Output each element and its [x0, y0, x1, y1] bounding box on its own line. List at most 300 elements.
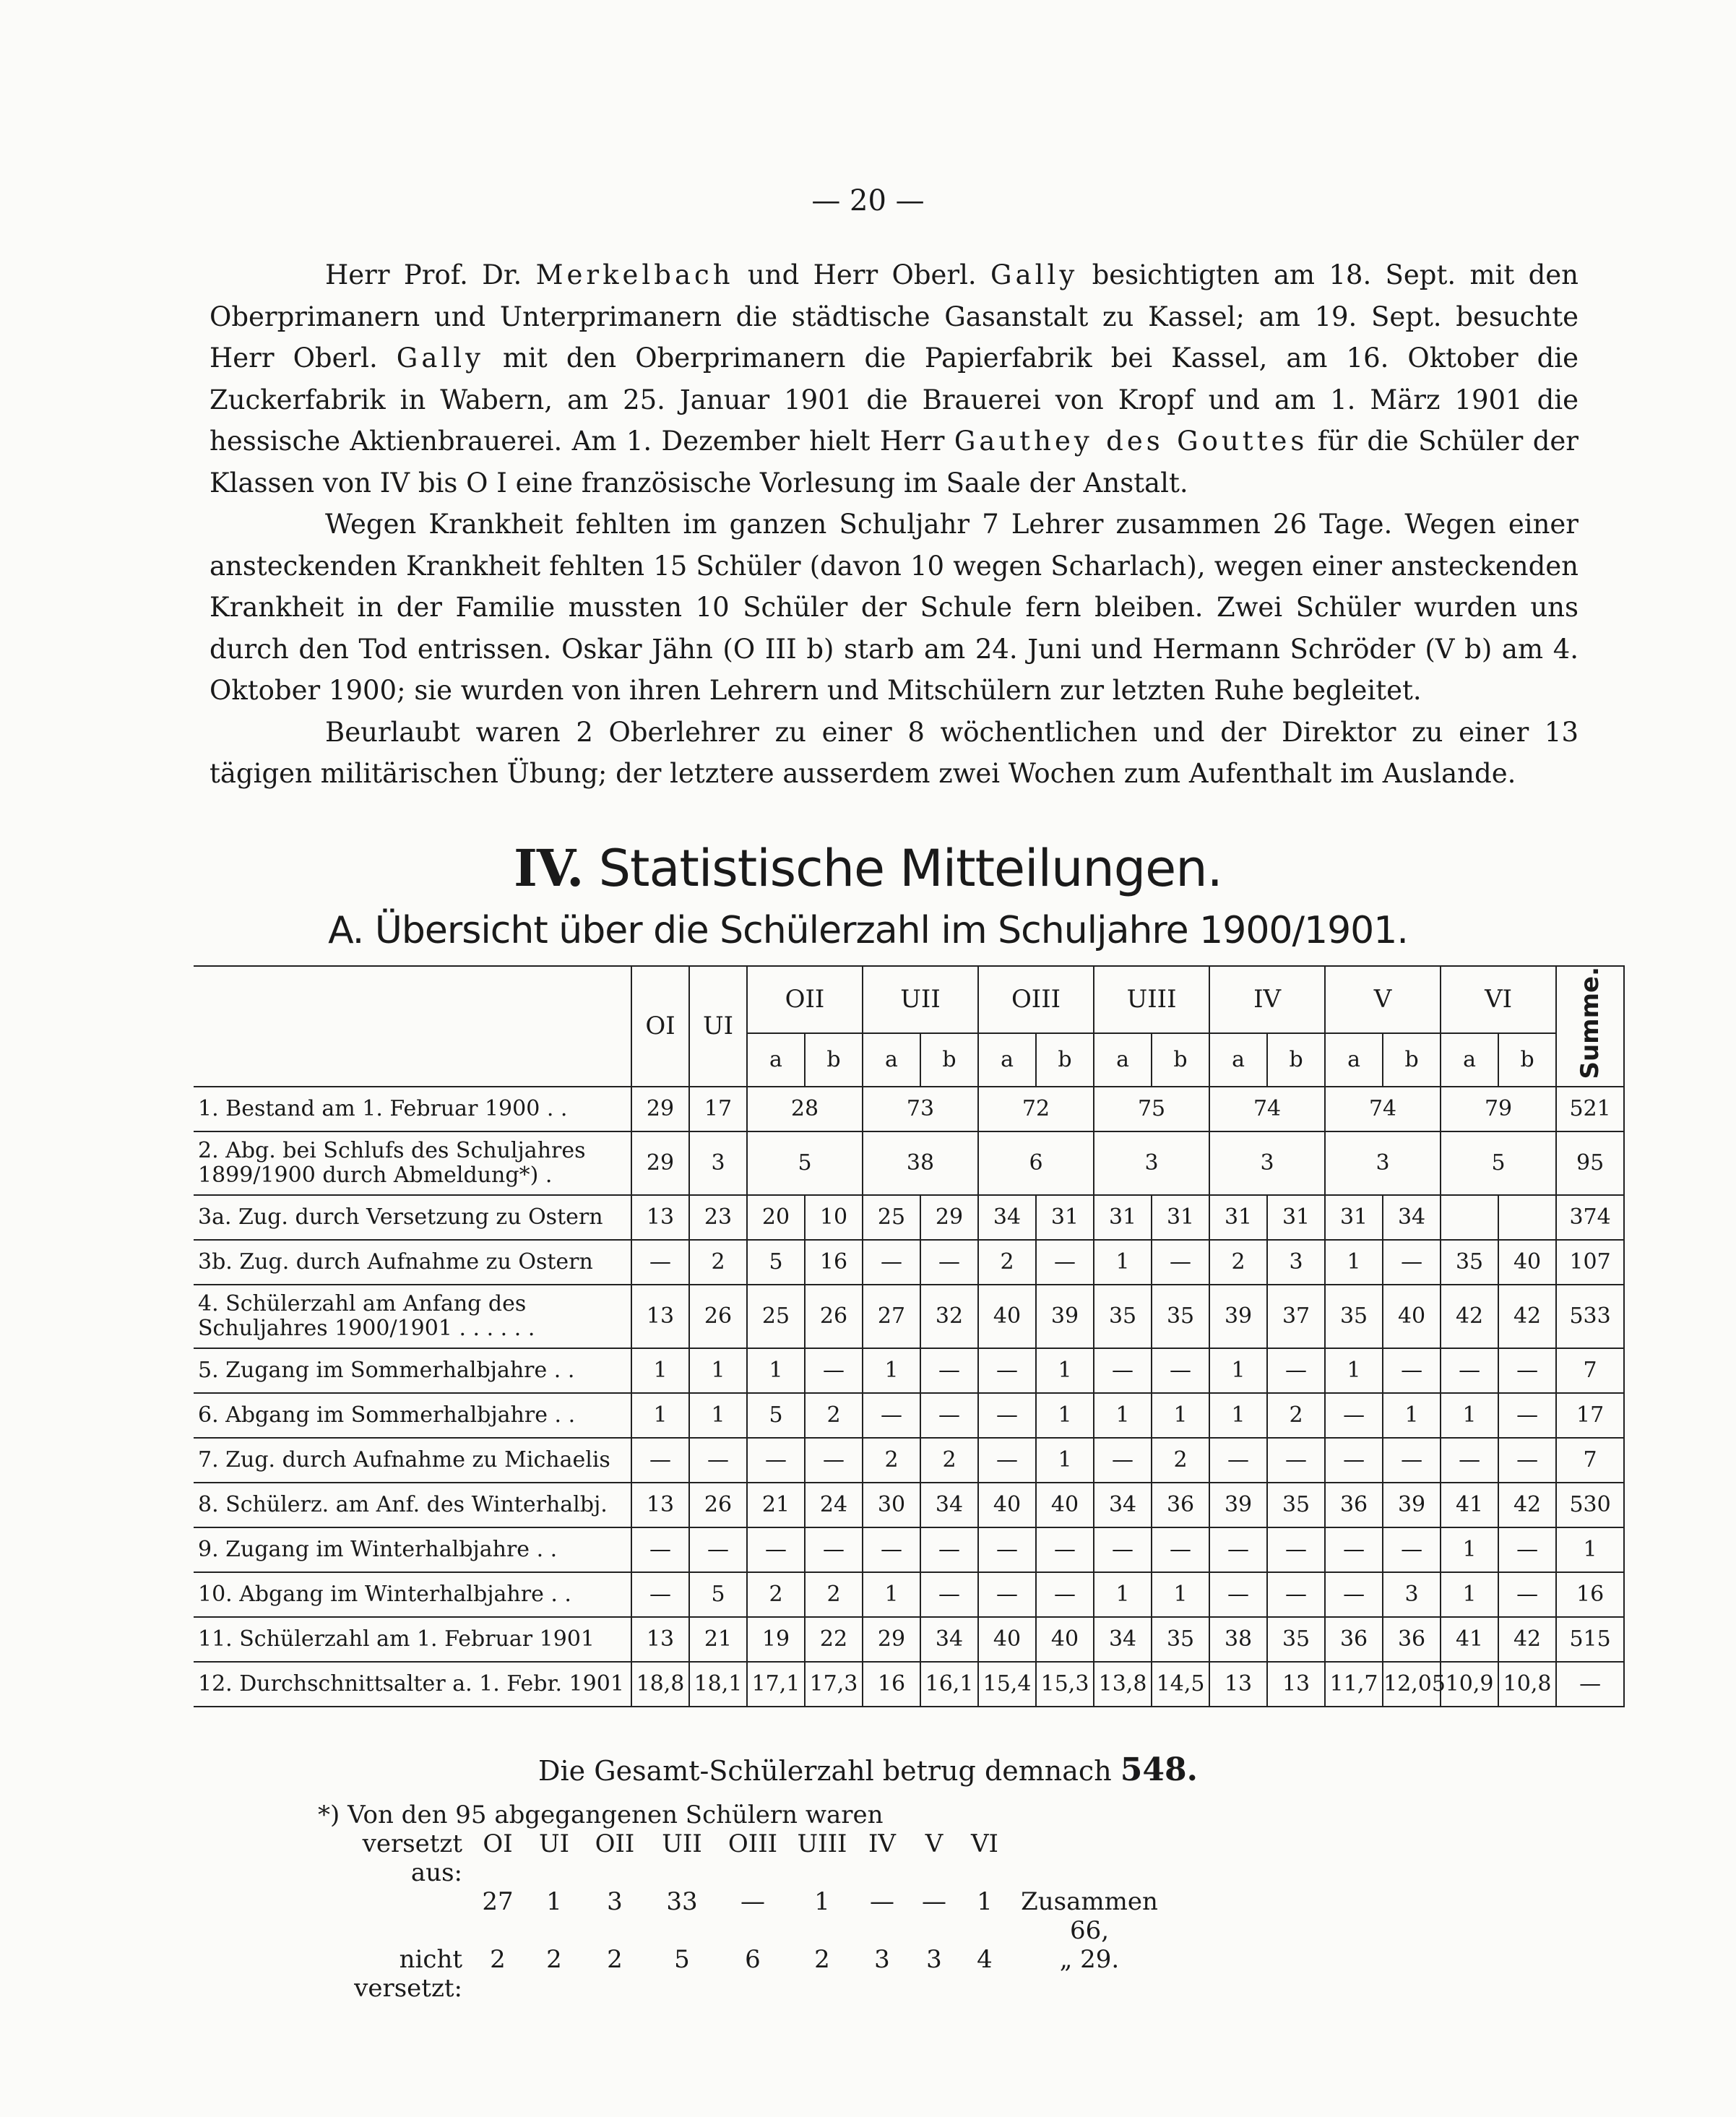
- table-cell: —: [747, 1438, 805, 1483]
- table-cell: 26: [689, 1285, 747, 1348]
- table-cell: 1: [863, 1348, 920, 1393]
- header-blank: [194, 966, 631, 1087]
- table-cell: 1: [1152, 1572, 1209, 1617]
- table-cell: 1: [631, 1348, 689, 1393]
- row-sum: 374: [1556, 1195, 1624, 1240]
- footnote-value: 2: [546, 1945, 562, 1974]
- table-cell: —: [920, 1240, 978, 1285]
- table-cell: —: [978, 1438, 1036, 1483]
- table-row: [194, 1087, 1624, 1131]
- footnote-value: 6: [745, 1945, 761, 1974]
- table-cell: 1: [1094, 1572, 1152, 1617]
- row-sum: 533: [1556, 1285, 1624, 1348]
- table-cell: 1: [1152, 1393, 1209, 1438]
- footnote-value: V: [925, 1829, 943, 1858]
- footnote-value: 1: [546, 1887, 562, 1916]
- table-cell: —: [978, 1393, 1036, 1438]
- table-cell: —: [1036, 1527, 1094, 1572]
- table-cell: 13: [1209, 1662, 1267, 1707]
- table-row: [194, 1572, 1624, 1617]
- table-cell: —: [1036, 1240, 1094, 1285]
- table-cell: —: [863, 1527, 920, 1572]
- header-sub: b: [1036, 1033, 1094, 1087]
- table-cell: 13: [631, 1617, 689, 1662]
- header-sub: b: [1152, 1033, 1209, 1087]
- statistics-table: [194, 965, 1625, 1707]
- footnote-end: [1010, 1829, 1169, 1887]
- table-cell: 18,1: [689, 1662, 747, 1707]
- table-cell: —: [863, 1393, 920, 1438]
- table-cell: 2: [805, 1393, 863, 1438]
- table-cell: 37: [1267, 1285, 1325, 1348]
- table-cell: 38: [1209, 1617, 1267, 1662]
- table-cell: 40: [1036, 1483, 1094, 1527]
- header-class: OI: [631, 966, 689, 1087]
- table-cell: —: [1498, 1348, 1556, 1393]
- table-cell: 19: [747, 1617, 805, 1662]
- table-cell: 1: [1383, 1393, 1441, 1438]
- table-cell: 42: [1498, 1285, 1556, 1348]
- table-cell: 1: [689, 1393, 747, 1438]
- table-row: [194, 1393, 1624, 1438]
- table-cell: —: [631, 1438, 689, 1483]
- footnote-label: [318, 1887, 470, 1945]
- row-label: 12. Durchschnittsalter a. 1. Febr. 1901: [194, 1662, 631, 1707]
- table-cell: —: [689, 1527, 747, 1572]
- table-cell: —: [978, 1348, 1036, 1393]
- table-cell: 11,7: [1325, 1662, 1383, 1707]
- table-row: [194, 1438, 1624, 1483]
- table-cell: 32: [920, 1285, 978, 1348]
- table-cell: —: [1209, 1527, 1267, 1572]
- header-sub: b: [805, 1033, 863, 1087]
- table-cell: —: [1094, 1438, 1152, 1483]
- header-sub: a: [978, 1033, 1036, 1087]
- table-cell: 35: [1152, 1617, 1209, 1662]
- table-cell: —: [1325, 1438, 1383, 1483]
- table-row: [194, 1617, 1624, 1662]
- table-cell: 5: [1441, 1131, 1556, 1195]
- header-sub: b: [1498, 1033, 1556, 1087]
- header-sub: b: [1383, 1033, 1441, 1087]
- table-cell: [1441, 1195, 1498, 1240]
- table-cell: 3: [1094, 1131, 1209, 1195]
- table-cell: 1: [747, 1348, 805, 1393]
- table-cell: 31: [1209, 1195, 1267, 1240]
- table-cell: —: [920, 1572, 978, 1617]
- footnote-value: —: [922, 1887, 946, 1916]
- table-cell: 16: [805, 1240, 863, 1285]
- table-cell: 5: [747, 1240, 805, 1285]
- row-sum: 16: [1556, 1572, 1624, 1617]
- paragraph-1: Herr Prof. Dr. Merkelbach und Herr Oberl. Gally besichtigten am 18. Sept. mit den Oberprimanern und Unterprimanern die städtische Gasanstalt zu Kassel; am 19. Sept. besuchte Herr Oberl. Gally mit den Oberprimanern die Papierfabrik bei Kassel, am 16. Oktober die Zuckerfabrik in Wabern, am 25. Januar 1901 die Brauerei von Kropf und am 1. März 1901 die hessische Aktienbrauerei. Am 1. Dezember hielt Herr Gauthey des Gouttes für die Schüler der Klassen von IV bis O I eine französische Vorlesung im Saale der Anstalt.: [210, 259, 1579, 499]
- row-label: 1. Bestand am 1. Februar 1900 . .: [194, 1087, 631, 1131]
- table-cell: 35: [1267, 1483, 1325, 1527]
- table-cell: —: [1209, 1438, 1267, 1483]
- footnote-value: 27: [482, 1887, 514, 1916]
- body-text: [210, 254, 1579, 795]
- footnote-value: OI: [483, 1829, 513, 1858]
- table-cell: —: [1152, 1527, 1209, 1572]
- footnote-value: UI: [538, 1829, 570, 1858]
- table-cell: 31: [1152, 1195, 1209, 1240]
- table-cell: 35: [1152, 1285, 1209, 1348]
- table-cell: 39: [1383, 1483, 1441, 1527]
- table-cell: 41: [1441, 1617, 1498, 1662]
- table-cell: —: [1383, 1527, 1441, 1572]
- statistics-table-body: [194, 1087, 1624, 1707]
- table-cell: 40: [978, 1483, 1036, 1527]
- table-cell: —: [1094, 1348, 1152, 1393]
- table-cell: 1: [1036, 1393, 1094, 1438]
- header-class: IV: [1209, 966, 1325, 1033]
- table-cell: 21: [747, 1483, 805, 1527]
- table-row: [194, 1527, 1624, 1572]
- footnote-value: OIII: [727, 1829, 778, 1858]
- table-cell: 6: [978, 1131, 1094, 1195]
- footnote-value: IV: [868, 1829, 896, 1858]
- table-row: [194, 1131, 1624, 1195]
- table-cell: —: [689, 1438, 747, 1483]
- footnote-value: —: [740, 1887, 765, 1916]
- footnote-value: —: [870, 1887, 894, 1916]
- table-cell: 40: [1383, 1285, 1441, 1348]
- table-cell: 35: [1441, 1240, 1498, 1285]
- table-cell: —: [805, 1438, 863, 1483]
- table-cell: 17,3: [805, 1662, 863, 1707]
- table-cell: 10: [805, 1195, 863, 1240]
- table-cell: 26: [805, 1285, 863, 1348]
- statistics-table-wrap: [194, 965, 1611, 1707]
- header-class: UII: [863, 966, 978, 1033]
- table-cell: —: [1267, 1527, 1325, 1572]
- table-cell: 1: [1036, 1438, 1094, 1483]
- table-cell: —: [631, 1240, 689, 1285]
- header-class: V: [1325, 966, 1441, 1033]
- table-cell: 3: [1383, 1572, 1441, 1617]
- paragraph-3: Beurlaubt waren 2 Oberlehrer zu einer 8 wöchentlichen und der Direktor zu einer 13 tägigen militärischen Übung; der letztere ausserdem zwei Wochen zum Aufenthalt im Auslande.: [210, 716, 1579, 789]
- header-sub: a: [1325, 1033, 1383, 1087]
- paragraph-2: Wegen Krankheit fehlten im ganzen Schuljahr 7 Lehrer zusammen 26 Tage. Wegen einer ansteckenden Krankheit fehlten 15 Schüler (davon 10 wegen Scharlach), wegen einer ansteckenden Krankheit in der Familie mussten 10 Schüler der Schule fern bleiben. Zwei Schüler wurden uns durch den Tod entrissen. Oskar Jähn (O III b) starb am 24. Juni und Hermann Schröder (V b) am 4. Oktober 1900; sie wurden von ihren Lehrern und Mitschülern zur letzten Ruhe begleitet.: [210, 509, 1579, 706]
- table-cell: 2: [863, 1438, 920, 1483]
- footnote-value: 3: [926, 1945, 942, 1974]
- table-cell: 13: [631, 1483, 689, 1527]
- table-cell: —: [747, 1527, 805, 1572]
- table-cell: 34: [978, 1195, 1036, 1240]
- table-cell: 1: [631, 1393, 689, 1438]
- table-cell: 23: [689, 1195, 747, 1240]
- table-cell: 17,1: [747, 1662, 805, 1707]
- row-label: 9. Zugang im Winterhalbjahre . .: [194, 1527, 631, 1572]
- table-cell: —: [920, 1348, 978, 1393]
- header-class: OIII: [978, 966, 1094, 1033]
- table-cell: —: [1209, 1572, 1267, 1617]
- footnote-row-counts: [318, 1887, 1169, 1945]
- row-sum: 515: [1556, 1617, 1624, 1662]
- row-label: 5. Zugang im Sommerhalbjahre . .: [194, 1348, 631, 1393]
- table-cell: 17: [689, 1087, 747, 1131]
- table-cell: 14,5: [1152, 1662, 1209, 1707]
- row-label: 10. Abgang im Winterhalbjahre . .: [194, 1572, 631, 1617]
- row-sum: 530: [1556, 1483, 1624, 1527]
- row-sum: 17: [1556, 1393, 1624, 1438]
- header-class: UIII: [1094, 966, 1209, 1033]
- section-heading: IV. Statistische Mitteilungen.: [514, 838, 1222, 898]
- footnote-value: 33: [666, 1887, 698, 1916]
- table-cell: 31: [1036, 1195, 1094, 1240]
- table-row: [194, 1348, 1624, 1393]
- table-cell: 74: [1325, 1087, 1441, 1131]
- row-sum: 7: [1556, 1348, 1624, 1393]
- table-cell: 13: [1267, 1662, 1325, 1707]
- table-cell: 42: [1498, 1483, 1556, 1527]
- footnote-value: 3: [874, 1945, 890, 1974]
- footnote-value: 3: [607, 1887, 623, 1916]
- table-cell: 2: [1267, 1393, 1325, 1438]
- table-cell: —: [1441, 1348, 1498, 1393]
- header-class: UI: [689, 966, 747, 1087]
- section-subheading: A. Übersicht über die Schülerzahl im Schuljahre 1900/1901.: [328, 909, 1408, 952]
- footnote-value: UII: [662, 1829, 702, 1858]
- footnote-row-nicht-versetzt: [318, 1945, 1169, 2003]
- footnote-end: „ 29.: [1059, 1945, 1120, 1974]
- table-cell: 31: [1094, 1195, 1152, 1240]
- table-cell: 24: [805, 1483, 863, 1527]
- row-sum: 107: [1556, 1240, 1624, 1285]
- table-cell: 1: [1209, 1393, 1267, 1438]
- row-sum: 1: [1556, 1527, 1624, 1572]
- header-class: OII: [747, 966, 863, 1033]
- table-cell: 2: [689, 1240, 747, 1285]
- header-sub: a: [863, 1033, 920, 1087]
- footnote-value: VI: [971, 1829, 998, 1858]
- table-cell: 1: [863, 1572, 920, 1617]
- footnote-label: versetzt aus:: [362, 1829, 462, 1887]
- footnote-value: OII: [595, 1829, 635, 1858]
- row-sum: 7: [1556, 1438, 1624, 1483]
- table-cell: 29: [631, 1131, 689, 1195]
- table-cell: —: [631, 1572, 689, 1617]
- table-cell: 40: [978, 1285, 1036, 1348]
- table-cell: 2: [805, 1572, 863, 1617]
- table-cell: 21: [689, 1617, 747, 1662]
- table-cell: 13: [631, 1195, 689, 1240]
- table-cell: 74: [1209, 1087, 1325, 1131]
- table-cell: 79: [1441, 1087, 1556, 1131]
- table-cell: 73: [863, 1087, 978, 1131]
- table-cell: —: [1498, 1572, 1556, 1617]
- table-cell: 29: [920, 1195, 978, 1240]
- footnote-value: 2: [607, 1945, 623, 1974]
- table-cell: 25: [863, 1195, 920, 1240]
- row-label: 3b. Zug. durch Aufnahme zu Ostern: [194, 1240, 631, 1285]
- table-cell: 2: [1209, 1240, 1267, 1285]
- table-row: [194, 1285, 1624, 1348]
- footnote-label: nicht versetzt:: [354, 1945, 462, 2003]
- table-cell: 34: [1094, 1483, 1152, 1527]
- table-cell: 35: [1325, 1285, 1383, 1348]
- table-cell: 41: [1441, 1483, 1498, 1527]
- table-cell: 40: [1036, 1617, 1094, 1662]
- table-cell: 36: [1325, 1617, 1383, 1662]
- table-cell: 1: [1441, 1572, 1498, 1617]
- table-cell: —: [1325, 1393, 1383, 1438]
- table-cell: 1: [689, 1348, 747, 1393]
- table-cell: 3: [689, 1131, 747, 1195]
- row-sum: 95: [1556, 1131, 1624, 1195]
- table-cell: —: [1498, 1438, 1556, 1483]
- row-label: 6. Abgang im Sommerhalbjahre . .: [194, 1393, 631, 1438]
- table-cell: —: [920, 1393, 978, 1438]
- table-cell: 16: [863, 1662, 920, 1707]
- table-cell: 18,8: [631, 1662, 689, 1707]
- table-cell: 26: [689, 1483, 747, 1527]
- table-cell: 34: [1383, 1195, 1441, 1240]
- table-cell: 1: [1325, 1348, 1383, 1393]
- table-cell: 5: [747, 1131, 863, 1195]
- table-cell: 34: [1094, 1617, 1152, 1662]
- table-cell: 42: [1441, 1285, 1498, 1348]
- table-cell: 38: [863, 1131, 978, 1195]
- table-cell: 2: [978, 1240, 1036, 1285]
- footnote-value: 5: [674, 1945, 690, 1974]
- table-cell: 1: [1209, 1348, 1267, 1393]
- table-cell: 1: [1036, 1348, 1094, 1393]
- table-cell: 15,3: [1036, 1662, 1094, 1707]
- table-cell: —: [1267, 1438, 1325, 1483]
- table-cell: —: [1267, 1348, 1325, 1393]
- table-cell: 2: [1152, 1438, 1209, 1483]
- table-cell: 1: [1094, 1393, 1152, 1438]
- table-cell: —: [1094, 1527, 1152, 1572]
- table-cell: 13: [631, 1285, 689, 1348]
- table-cell: 1: [1094, 1240, 1152, 1285]
- table-row: [194, 1195, 1624, 1240]
- table-cell: 30: [863, 1483, 920, 1527]
- header-sub: b: [920, 1033, 978, 1087]
- footnote-value: 1: [977, 1887, 993, 1916]
- row-sum: —: [1556, 1662, 1624, 1707]
- footnote-value: UIII: [797, 1829, 847, 1858]
- table-cell: 39: [1209, 1285, 1267, 1348]
- table-cell: 34: [920, 1483, 978, 1527]
- table-cell: 12,05: [1383, 1662, 1441, 1707]
- table-cell: —: [1498, 1393, 1556, 1438]
- table-cell: 22: [805, 1617, 863, 1662]
- footnote-value: 1: [814, 1887, 830, 1916]
- table-cell: 39: [1209, 1483, 1267, 1527]
- table-cell: 5: [689, 1572, 747, 1617]
- table-cell: 36: [1325, 1483, 1383, 1527]
- table-row: [194, 1662, 1624, 1707]
- row-label: 2. Abg. bei Schlufs des Schuljahres 1899/1900 durch Abmeldung*) .: [194, 1131, 631, 1195]
- table-cell: —: [978, 1527, 1036, 1572]
- footnote-value: 2: [490, 1945, 506, 1974]
- row-label: 8. Schülerz. am Anf. des Winterhalbj.: [194, 1483, 631, 1527]
- header-sub: b: [1267, 1033, 1325, 1087]
- table-cell: 1: [1441, 1393, 1498, 1438]
- table-cell: 16,1: [920, 1662, 978, 1707]
- table-cell: —: [1325, 1527, 1383, 1572]
- table-cell: 31: [1325, 1195, 1383, 1240]
- table-cell: —: [1383, 1240, 1441, 1285]
- table-cell: 3: [1325, 1131, 1441, 1195]
- footnote: [318, 1801, 1169, 2003]
- table-cell: 20: [747, 1195, 805, 1240]
- header-sum: Summe.: [1556, 966, 1624, 1087]
- table-cell: 36: [1152, 1483, 1209, 1527]
- table-cell: 42: [1498, 1617, 1556, 1662]
- table-cell: 27: [863, 1285, 920, 1348]
- table-cell: 28: [747, 1087, 863, 1131]
- table-cell: —: [1267, 1572, 1325, 1617]
- footnote-value: 2: [814, 1945, 830, 1974]
- table-cell: 2: [747, 1572, 805, 1617]
- footnote-value: 4: [977, 1945, 993, 1974]
- table-cell: —: [631, 1527, 689, 1572]
- table-cell: —: [805, 1348, 863, 1393]
- table-cell: 1: [1325, 1240, 1383, 1285]
- table-cell: 5: [747, 1393, 805, 1438]
- table-cell: —: [1325, 1572, 1383, 1617]
- table-row: [194, 1240, 1624, 1285]
- table-cell: 40: [978, 1617, 1036, 1662]
- table-cell: —: [978, 1572, 1036, 1617]
- table-cell: 3: [1267, 1240, 1325, 1285]
- page-number: — 20 —: [811, 184, 925, 217]
- table-cell: —: [920, 1527, 978, 1572]
- table-cell: 31: [1267, 1195, 1325, 1240]
- table-cell: 10,9: [1441, 1662, 1498, 1707]
- row-label: 7. Zug. durch Aufnahme zu Michaelis: [194, 1438, 631, 1483]
- header-sub: a: [1441, 1033, 1498, 1087]
- row-label: 3a. Zug. durch Versetzung zu Ostern: [194, 1195, 631, 1240]
- header-sub: a: [747, 1033, 805, 1087]
- table-cell: 13,8: [1094, 1662, 1152, 1707]
- total-line: Die Gesamt-Schülerzahl betrug demnach 548.: [538, 1751, 1198, 1788]
- row-label: 11. Schülerzahl am 1. Februar 1901: [194, 1617, 631, 1662]
- table-cell: 29: [863, 1617, 920, 1662]
- table-cell: —: [1152, 1240, 1209, 1285]
- header-sub: a: [1209, 1033, 1267, 1087]
- table-cell: 40: [1498, 1240, 1556, 1285]
- table-cell: —: [805, 1527, 863, 1572]
- table-cell: —: [863, 1240, 920, 1285]
- table-cell: —: [1152, 1348, 1209, 1393]
- table-cell: 39: [1036, 1285, 1094, 1348]
- table-cell: —: [1498, 1527, 1556, 1572]
- table-cell: 29: [631, 1087, 689, 1131]
- table-cell: —: [1036, 1572, 1094, 1617]
- header-sub: a: [1094, 1033, 1152, 1087]
- header-class: VI: [1441, 966, 1556, 1033]
- row-label: 4. Schülerzahl am Anfang des Schuljahres 1900/1901 . . . . . .: [194, 1285, 631, 1348]
- table-cell: —: [1383, 1438, 1441, 1483]
- table-cell: 2: [920, 1438, 978, 1483]
- table-cell: 34: [920, 1617, 978, 1662]
- table-cell: 72: [978, 1087, 1094, 1131]
- table-cell: 1: [1441, 1527, 1498, 1572]
- table-cell: 15,4: [978, 1662, 1036, 1707]
- row-sum: 521: [1556, 1087, 1624, 1131]
- table-cell: —: [1441, 1438, 1498, 1483]
- footnote-intro: *) Von den 95 abgegangenen Schülern waren: [318, 1801, 884, 1829]
- footnote-end: Zusammen 66,: [1021, 1887, 1158, 1945]
- table-cell: 3: [1209, 1131, 1325, 1195]
- table-cell: —: [1383, 1348, 1441, 1393]
- table-cell: 36: [1383, 1617, 1441, 1662]
- table-cell: 35: [1094, 1285, 1152, 1348]
